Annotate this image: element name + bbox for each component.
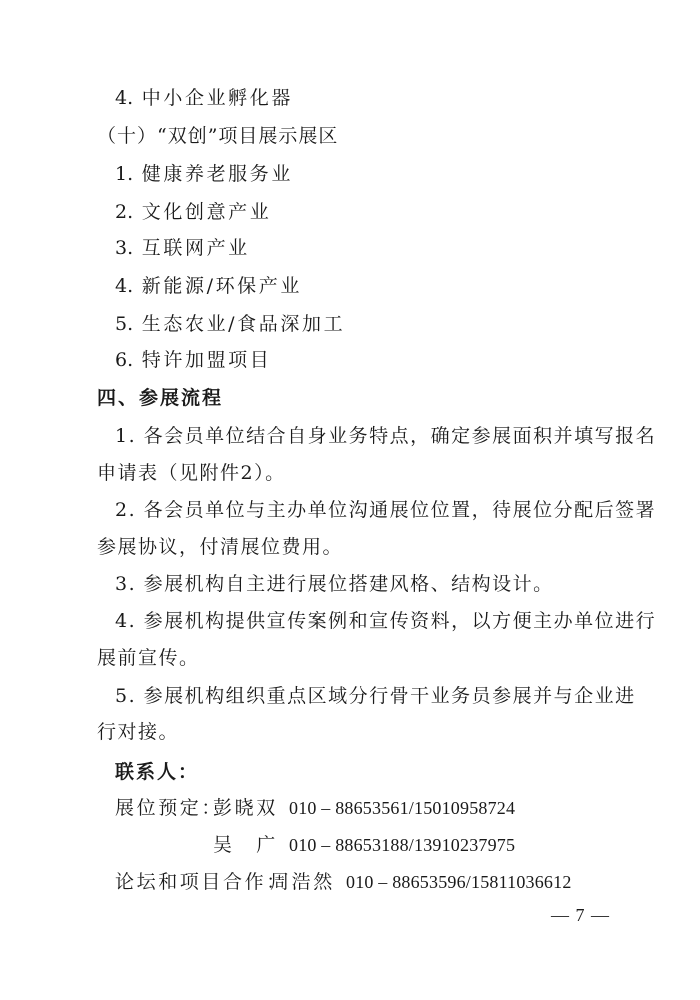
page-number: — 7 — xyxy=(551,905,610,925)
item-number: 2. xyxy=(115,201,134,223)
contact-name-peng: 彭晓双 xyxy=(213,797,278,819)
forum-label: 论坛和项目合作： xyxy=(115,871,288,893)
process-step-4-line2: 展前宣传。 xyxy=(97,647,200,669)
item-text: 健康养老服务业 xyxy=(141,163,293,185)
item-number: 5. xyxy=(115,313,134,335)
item-text: 新能源/环保产业 xyxy=(141,275,302,297)
contacts-heading: 联系人： xyxy=(115,761,200,783)
process-step-5-line2: 行对接。 xyxy=(97,721,180,743)
section-ten-item-5 xyxy=(115,312,700,336)
contact-phone-zhou: 010 – 88653596/15811036612 xyxy=(346,872,572,892)
process-step-3: 3. 参展机构自主进行展位搭建风格、结构设计。 xyxy=(115,573,554,595)
section-four-title: 四、参展流程 xyxy=(97,387,224,409)
section-ten-title: （十）“双创”项目展示展区 xyxy=(97,125,339,147)
item-text: 文化创意产业 xyxy=(141,201,272,223)
item-text: 生态农业/食品深加工 xyxy=(141,313,346,335)
process-step-1-line2: 申请表（见附件2）。 xyxy=(97,462,286,484)
item-number: 6. xyxy=(115,349,134,371)
process-step-2-line1: 2. 各会员单位与主办单位沟通展位位置，待展位分配后签署 xyxy=(115,499,657,521)
item-text: 互联网产业 xyxy=(141,237,250,259)
list-item-incubator xyxy=(115,86,700,110)
item-text: 特许加盟项目 xyxy=(141,349,272,371)
section-ten-item-1 xyxy=(115,162,700,186)
section-ten-item-3 xyxy=(115,236,700,260)
process-step-5-line1: 5. 参展机构组织重点区域分行骨干业务员参展并与企业进 xyxy=(115,685,636,707)
process-step-4-line1: 4. 参展机构提供宣传案例和宣传资料，以方便主办单位进行 xyxy=(115,610,657,632)
section-ten-item-2 xyxy=(115,200,700,224)
contact-name-zhou: 周浩然 xyxy=(270,871,335,893)
item-number: 4. xyxy=(115,87,134,109)
section-ten-item-4 xyxy=(115,274,700,298)
contact-name-wu: 吴 广 xyxy=(213,834,278,856)
item-number: 1. xyxy=(115,163,134,185)
item-text: 中小企业孵化器 xyxy=(141,87,293,109)
item-number: 4. xyxy=(115,275,134,297)
section-ten-item-6 xyxy=(115,348,700,372)
booth-label: 展位预定： xyxy=(115,797,224,819)
process-step-2-line2: 参展协议，付清展位费用。 xyxy=(97,536,344,558)
process-step-1-line1: 1. 各会员单位结合自身业务特点，确定参展面积并填写报名 xyxy=(115,425,657,447)
contact-phone-peng: 010 – 88653561/15010958724 xyxy=(289,798,516,818)
item-number: 3. xyxy=(115,237,134,259)
contact-phone-wu: 010 – 88653188/13910237975 xyxy=(289,835,516,855)
